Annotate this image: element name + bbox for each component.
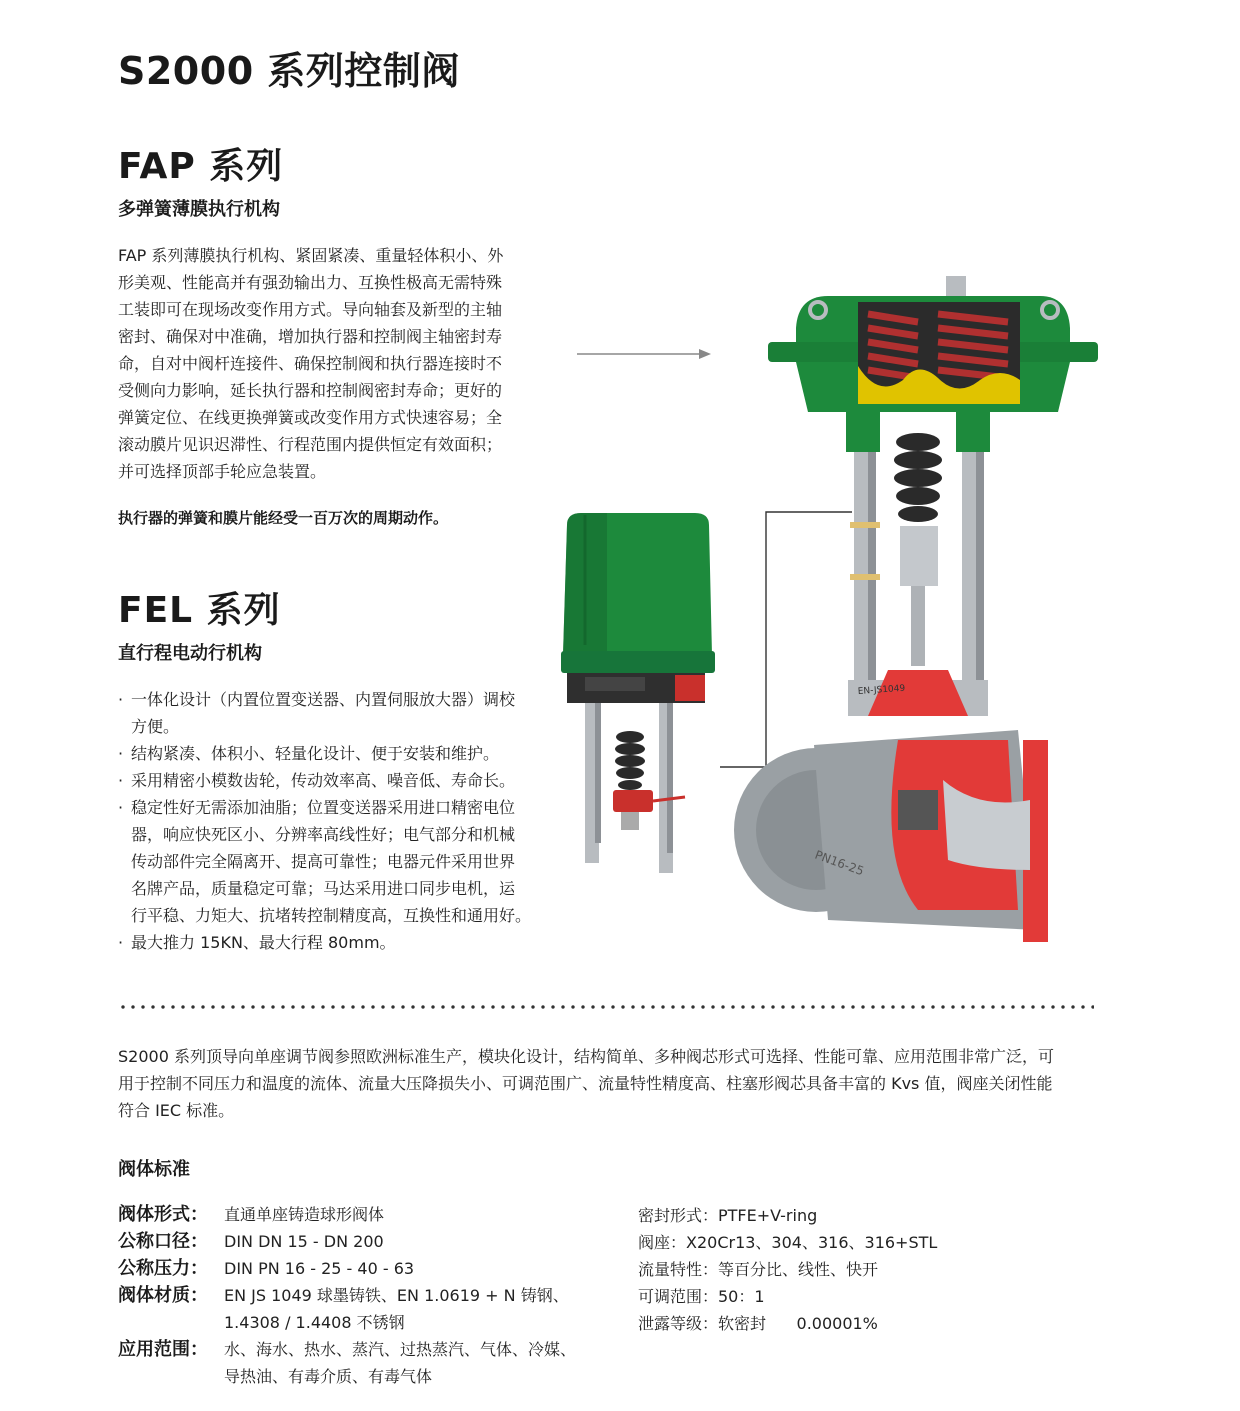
fap-description-line: 弹簧定位、在线更换弹簧或改变作用方式快速容易；全 xyxy=(118,408,503,427)
fap-description-line: 命，自对中阀杆连接件、确保控制阀和执行器连接时不 xyxy=(118,354,503,373)
bonnet-mark-text: EN-JS1049 xyxy=(857,683,906,697)
spec-leakage-class: 泄露等级：软密封 0.00001% xyxy=(638,1314,878,1333)
spec-row xyxy=(118,1254,414,1282)
fap-series-title: FAP 系列 xyxy=(118,146,284,187)
spec-label: 公称口径： xyxy=(118,1231,208,1252)
spec-flow-characteristic: 流量特性：等百分比、线性、快开 xyxy=(638,1260,879,1279)
spec-label: 阀体形式： xyxy=(118,1204,208,1225)
list-item xyxy=(118,929,558,956)
spec-value-line: DIN PN 16 - 25 - 40 - 63 xyxy=(224,1259,415,1278)
intro-line: 用于控制不同压力和温度的流体、流量大压降损失小、可调范围广、流量特性精度高、柱塞形阀芯具备丰富的 Kvs 值，阀座关闭性能 xyxy=(118,1074,1053,1093)
list-item-line: 器，响应快死区小、分辨率高线性好；电气部分和机械 xyxy=(131,825,516,844)
spec-value-line: 水、海水、热水、蒸汽、过热蒸汽、气体、冷媒、 xyxy=(224,1340,577,1359)
list-item xyxy=(118,767,558,794)
spec-row xyxy=(118,1200,384,1228)
list-item xyxy=(118,794,558,929)
fap-subtitle: 多弹簧薄膜执行机构 xyxy=(118,199,280,220)
fap-description-line: 工装即可在现场改变作用方式。导向轴套及新型的主轴 xyxy=(118,300,503,319)
fel-subtitle: 直行程电动行机构 xyxy=(118,643,262,664)
control-valve-image xyxy=(718,270,1108,955)
spec-value xyxy=(224,1282,569,1336)
spec-value xyxy=(224,1336,576,1390)
list-item xyxy=(118,740,558,767)
list-item-line: 方便。 xyxy=(131,717,180,736)
intro-line: 符合 IEC 标准。 xyxy=(118,1101,235,1120)
list-item-line: 传动部件完全隔离开、提高可靠性；电器元件采用世界 xyxy=(131,852,516,871)
spec-label: 应用范围： xyxy=(118,1339,208,1360)
spec-row xyxy=(118,1335,576,1390)
fap-description-line: 密封、确保对中准确，增加执行器和控制阀主轴密封寿 xyxy=(118,327,503,346)
list-item-line: · 稳定性好无需添加油脂；位置变送器采用进口精密电位 xyxy=(131,798,516,817)
list-item-line: · 结构紧凑、体积小、轻量化设计、便于安装和维护。 xyxy=(131,744,500,763)
spec-label: 阀体材质： xyxy=(118,1285,208,1306)
spec-value-line: 导热油、有毒介质、有毒气体 xyxy=(224,1367,433,1386)
spec-seal-type: 密封形式：PTFE+V-ring xyxy=(638,1206,818,1225)
list-item-line: · 采用精密小模数齿轮，传动效率高、噪音低、寿命长。 xyxy=(131,771,516,790)
fel-series-title: FEL 系列 xyxy=(118,590,281,631)
fel-feature-list xyxy=(118,686,558,956)
list-item-line: 行平稳、力矩大、抗堵转控制精度高，互换性和通用好。 xyxy=(131,906,532,925)
spec-row xyxy=(118,1281,569,1336)
page-title: S2000 系列控制阀 xyxy=(118,49,460,93)
pointer-arrow xyxy=(575,344,715,364)
electric-actuator-image xyxy=(555,505,725,885)
spec-value xyxy=(224,1255,414,1282)
spec-seat: 阀座：X20Cr13、304、316、316+STL xyxy=(638,1233,938,1252)
list-item-line: · 一体化设计（内置位置变送器、内置伺服放大器）调校 xyxy=(131,690,516,709)
intro-line: S2000 系列顶导向单座调节阀参照欧洲标准生产，模块化设计，结构简单、多种阀芯形式可选择、性能可靠、应用范围非常广泛，可 xyxy=(118,1047,1054,1066)
spec-value-line: 1.4308 / 1.4408 不锈钢 xyxy=(224,1313,405,1332)
list-item xyxy=(118,686,558,740)
fap-description-line: FAP 系列薄膜执行机构、紧固紧凑、重量轻体积小、外 xyxy=(118,246,504,265)
fap-description-line: 滚动膜片见识迟滞性、行程范围内提供恒定有效面积； xyxy=(118,435,503,454)
dotted-divider xyxy=(118,1004,1094,1010)
fap-description-line: 形美观、性能高并有强劲输出力、互换性极高无需特殊 xyxy=(118,273,503,292)
spec-row xyxy=(118,1227,384,1255)
spec-value-line: 直通单座铸造球形阀体 xyxy=(224,1205,385,1224)
spec-label: 公称压力： xyxy=(118,1258,208,1279)
intro-paragraph xyxy=(118,1043,1108,1124)
fap-description-line: 并可选择顶部手轮应急装置。 xyxy=(118,462,327,481)
spec-value-line: DIN DN 15 - DN 200 xyxy=(224,1232,384,1251)
fap-description xyxy=(118,242,548,485)
fap-note: 执行器的弹簧和膜片能经受一百万次的周期动作。 xyxy=(118,509,449,527)
fap-description-line: 受侧向力影响，延长执行器和控制阀密封寿命；更好的 xyxy=(118,381,503,400)
list-item-line: 名牌产品，质量稳定可靠；马达采用进口同步电机，运 xyxy=(131,879,516,898)
spec-rangeability: 可调范围：50：1 xyxy=(638,1287,765,1306)
body-cast-text: PN16-25 xyxy=(812,847,866,879)
list-item-line: · 最大推力 15KN、最大行程 80mm。 xyxy=(131,933,396,952)
spec-value xyxy=(224,1201,384,1228)
spec-value-line: EN JS 1049 球墨铸铁、EN 1.0619 + N 铸钢、 xyxy=(224,1286,569,1305)
spec-value xyxy=(224,1228,384,1255)
standards-title: 阀体标准 xyxy=(118,1159,190,1180)
